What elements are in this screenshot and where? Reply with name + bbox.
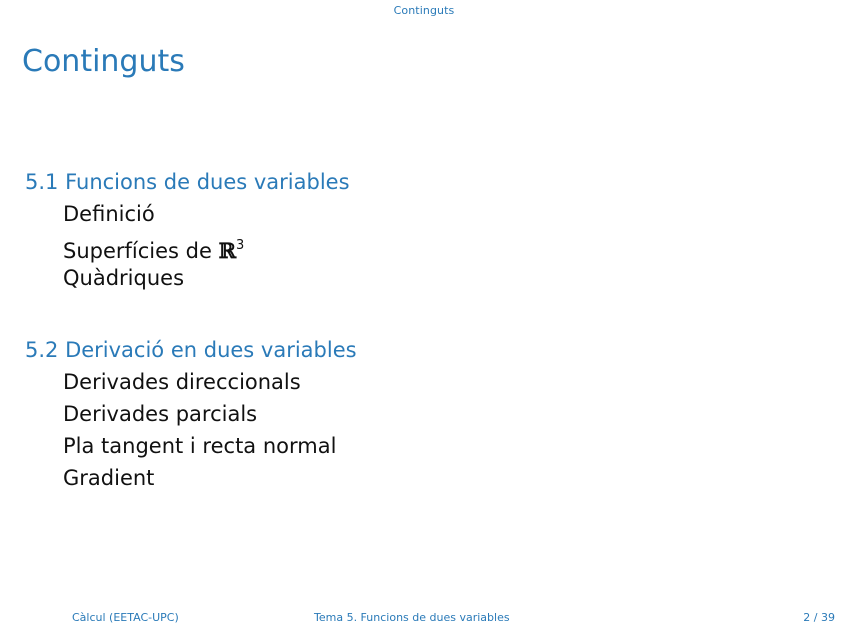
toc-subsection-pla-tangent[interactable]: Pla tangent i recta normal xyxy=(63,434,337,458)
footer-page-number: 2 / 39 xyxy=(803,611,835,624)
footer xyxy=(0,611,848,627)
toc-section-1 xyxy=(25,166,805,294)
toc-subsection-quadriques[interactable]: Quàdriques xyxy=(63,266,185,290)
real-numbers-symbol: ℝ xyxy=(218,238,237,263)
header-section-title: Continguts xyxy=(393,4,455,17)
toc-subsection-definicio[interactable]: Definició xyxy=(63,202,155,226)
toc-section-heading[interactable]: 5.1 Funcions de dues variables xyxy=(25,170,350,194)
toc-subsection-direccionals[interactable]: Derivades direccionals xyxy=(63,370,301,394)
toc-subsection-label: Superfícies de xyxy=(63,239,219,263)
toc-subsection-parcials[interactable]: Derivades parcials xyxy=(63,402,258,426)
footer-course: Càlcul (EETAC-UPC) xyxy=(72,611,179,624)
toc-subsection-superficies[interactable] xyxy=(25,230,805,262)
toc-section-2 xyxy=(25,334,805,494)
superscript-three: 3 xyxy=(236,238,245,253)
toc-subsection-gradient[interactable]: Gradient xyxy=(63,466,155,490)
table-of-contents xyxy=(25,166,805,534)
footer-topic: Tema 5. Funcions de dues variables xyxy=(314,611,510,624)
page-title: Continguts xyxy=(22,44,185,79)
toc-section-heading[interactable]: 5.2 Derivació en dues variables xyxy=(25,338,357,362)
